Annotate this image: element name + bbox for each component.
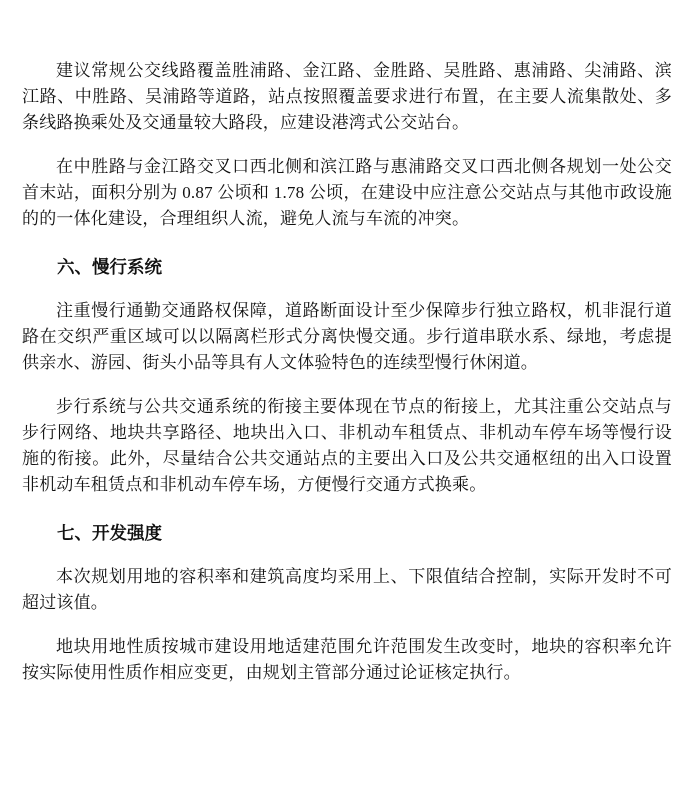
- paragraph-slow-traffic-right-of-way: 注重慢行通勤交通路权保障，道路断面设计至少保障步行独立路权，机非混行道路在交织严重区域可以以隔离栏形式分离快慢交通。步行道串联水系、绿地，考虑提供亲水、游园、街头小品等具有人文体验特色的连续型慢行休闲道。: [22, 301, 672, 372]
- paragraph-land-use-change-procedure: 地块用地性质按城市建设用地适建范围允许范围发生改变时，地块的容积率允许按实际使用性质作相应变更，由规划主管部分通过论证核定执行。: [22, 637, 672, 682]
- paragraph-bus-line-coverage: 建议常规公交线路覆盖胜浦路、金江路、金胜路、吴胜路、惠浦路、尖浦路、滨江路、中胜路、吴浦路等道路，站点按照覆盖要求进行布置，在主要人流集散处、多条线路换乘处及交通量较大路段，应建设港湾式公交站台。: [22, 61, 672, 132]
- heading-development-intensity: 七、开发强度: [57, 523, 162, 543]
- paragraph-far-and-height-control: 本次规划用地的容积率和建筑高度均采用上、下限值结合控制，实际开发时不可超过该值。: [22, 567, 672, 612]
- paragraph-pedestrian-transit-connection: 步行系统与公共交通系统的衔接主要体现在节点的衔接上，尤其注重公交站点与步行网络、地块共享路径、地块出入口、非机动车租赁点、非机动车停车场等慢行设施的衔接。此外，尽量结合公共交通站点的主要出入口及公共交通枢纽的出入口设置非机动车租赁点和非机动车停车场，方便慢行交通方式换乘。: [22, 397, 672, 494]
- paragraph-bus-terminal-planning: 在中胜路与金江路交叉口西北侧和滨江路与惠浦路交叉口西北侧各规划一处公交首末站，面积分别为 0.87 公顷和 1.78 公顷，在建设中应注意公交站点与其他市政设施的的一体化建设，合理组织人流，避免人流与车流的冲突。: [22, 157, 672, 228]
- heading-slow-traffic-system: 六、慢行系统: [57, 257, 162, 277]
